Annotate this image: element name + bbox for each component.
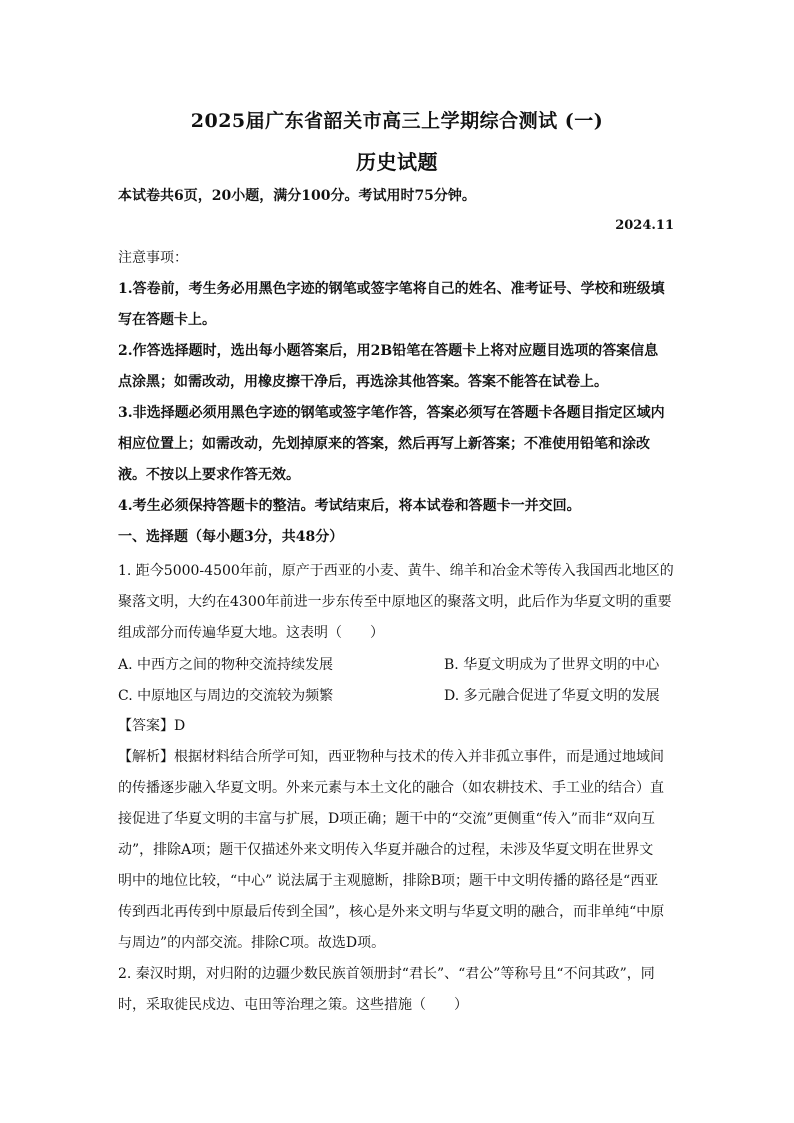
question-1-option-d: D. 多元融合促进了华夏文明的发展 [444, 688, 660, 704]
notice-line: 3.非选择题必须用黑色字迹的钢笔或签字笔作答，答案必须写在答题卡各题目指定区域内 [118, 405, 665, 421]
notice-line: 2.作答选择题时，选出每小题答案后，用2B铅笔在答题卡上将对应题目选项的答案信息 [118, 343, 659, 359]
question-1-text: 组成部分而传遍华夏大地。这表明（ ） [118, 625, 384, 641]
question-1-analysis: 传到西北再传到中原最后传到全国”，核心是外来文明与华夏文明的融合，而非单纯“中原 [118, 904, 665, 920]
question-2-text: 2. 秦汉时期，对归附的边疆少数民族首领册封“君长”、“君公”等称号且“不问其政”，同 [118, 966, 655, 982]
question-1-analysis: 动”，排除A项；题干仅描述外来文明传入华夏并融合的过程，未涉及华夏文明在世界文 [118, 842, 654, 858]
notice-line: 液。不按以上要求作答无效。 [118, 467, 300, 483]
exam-intro: 本试卷共6页，20小题，满分100分。考试用时75分钟。 [118, 188, 476, 204]
question-1-analysis: 的传播逐步融入华夏文明。外来元素与本土文化的融合（如农耕技术、手工业的结合）直 [118, 780, 664, 796]
notice-line: 相应位置上；如需改动，先划掉原来的答案，然后再写上新答案；不准使用铅笔和涂改 [118, 436, 650, 452]
question-1-option-b: B. 华夏文明成为了世界文明的中心 [444, 657, 660, 673]
notice-line: 点涂黑；如需改动，用橡皮擦干净后，再选涂其他答案。答案不能答在试卷上。 [118, 374, 608, 390]
exam-date: 2024.11 [615, 218, 674, 233]
section-heading: 一、选择题（每小题3分，共48分） [118, 529, 344, 545]
question-1-option-a: A. 中西方之间的物种交流持续发展 [118, 657, 334, 673]
question-1-analysis: 【解析】根据材料结合所学可知，西亚物种与技术的传入并非孤立事件，而是通过地域间 [118, 749, 664, 765]
question-1-analysis: 明中的地位比较，“中心” 说法属于主观臆断，排除B项；题干中文明传播的路径是“西亚 [118, 873, 659, 889]
notice-line: 1.答卷前，考生务必用黑色字迹的钢笔或签字笔将自己的姓名、准考证号、学校和班级填 [118, 281, 665, 297]
page-subtitle: 历史试题 [356, 150, 438, 174]
notice-line: 写在答题卡上。 [118, 312, 216, 328]
notice-heading: 注意事项： [118, 250, 188, 266]
question-1-text: 1. 距今5000-4500年前，原产于西亚的小麦、黄牛、绵羊和冶金术等传入我国西北地区的 [118, 563, 674, 579]
question-1-analysis: 接促进了华夏文明的丰富与扩展，D项正确；题干中的“交流”更侧重“传入”而非“双向互 [118, 811, 656, 827]
question-2-text: 时，采取徙民戍边、屯田等治理之策。这些措施（ ） [118, 997, 468, 1013]
question-1-analysis: 与周边”的内部交流。排除C项。故选D项。 [118, 935, 386, 951]
question-1-answer: 【答案】D [118, 718, 186, 734]
notice-line: 4.考生必须保持答题卡的整洁。考试结束后，将本试卷和答题卡一并交回。 [118, 498, 581, 514]
question-1-text: 聚落文明，大约在4300年前进一步东传至中原地区的聚落文明，此后作为华夏文明的重要 [118, 594, 672, 610]
question-1-option-c: C. 中原地区与周边的交流较为频繁 [118, 688, 334, 704]
page-title: 2025届广东省韶关市高三上学期综合测试 (一) [190, 110, 604, 132]
